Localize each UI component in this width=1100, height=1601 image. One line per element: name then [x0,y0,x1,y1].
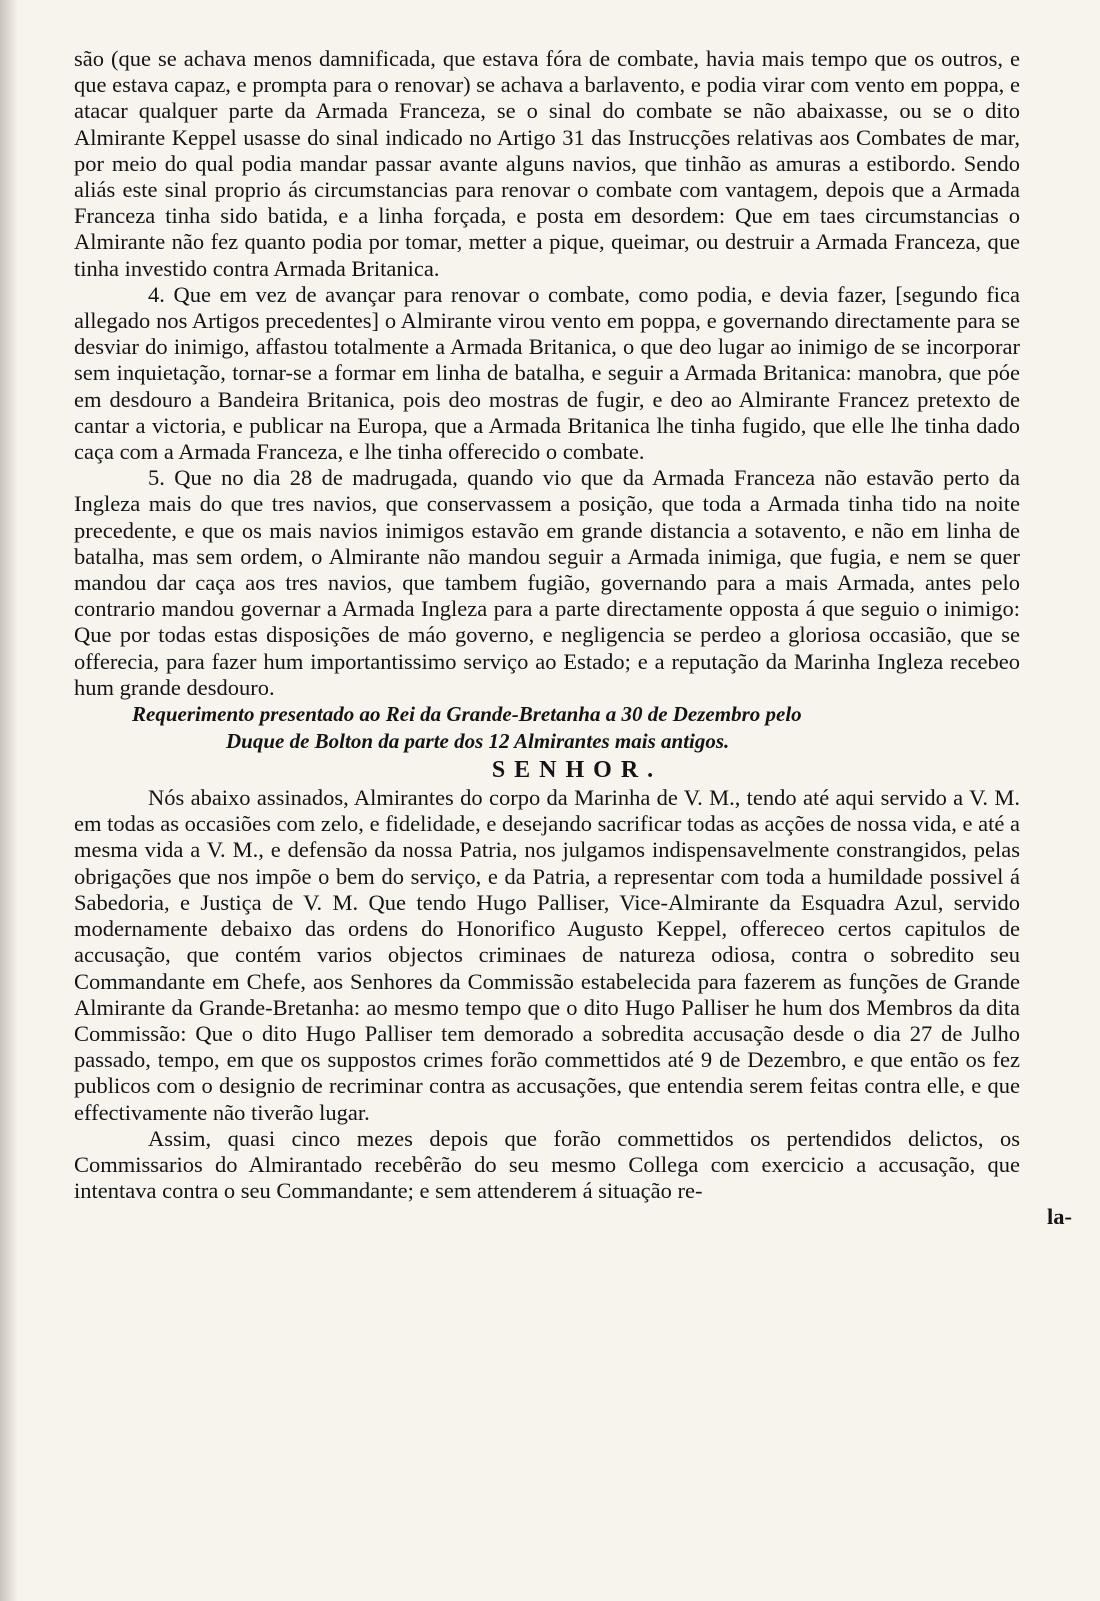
page-edge-shadow [0,0,18,1601]
petition-heading-line-1: Requerimento presentado ao Rei da Grande-Bretanha a 30 de Dezembro pelo [132,702,802,727]
petition-heading-line-2: Duque de Bolton da parte dos 12 Almirantes mais antigos. [226,729,730,754]
petition-paragraph-1: Nós abaixo assinados, Almirantes do corpo da Marinha de V. M., tendo até aqui servido a V. M. em todas as occasiões com zelo, e fidelidade, e desejando sacrificar todas as acções de nossa vida, e até a mesma vida a V. M., e defensão da nossa Patria, nos julgamos indispensavelmente constrangidos, pelas obrigações que nos impõe o bem do serviço, e da Patria, a representar com toda a humildade possivel á Sabedoria, e Justiça de V. M. Que tendo Hugo Palliser, Vice-Almirante da Esquadra Azul, servido modernamente debaixo das ordens do Honorifico Augusto Keppel, offereceo certos capitulos de accusação, que contém varios objectos criminaes de natureza odiosa, contra o sobredito seu Commandante em Chefe, aos Senhores da Commissão estabelecida para fazerem as funções de Grande Almirante da Grande-Bretanha: ao mesmo tempo que o dito Hugo Palliser he hum dos Membros da dita Commissão: Que o dito Hugo Palliser tem demorado a sobredita accusação desde o dia 27 de Julho passado, tempo, em que os suppostos crimes forão commettidos até 9 de Dezembro, e que então os fez publicos com o designio de recriminar contra as accusações, que entendia serem feitas contra elle, e que effectivamente não tiverão lugar. [74,785,1020,1125]
article-3-continuation: são (que se achava menos damnificada, que estava fóra de combate, havia mais tempo que os outros, e que estava capaz, e prompta para o renovar) se achava a barlavento, e podia virar com vento em poppa, e atacar qualquer parte da Armada Franceza, se o sinal do combate se não abaixasse, ou se o dito Almirante Keppel usasse do sinal indicado no Artigo 31 das Instrucções relativas aos Combates de mar, por meio do qual podia mandar passar avante alguns navios, que tinhão as amuras a estibordo. Sendo aliás este sinal proprio ás circumstancias para renovar o combate com vantagem, depois que a Armada Franceza tinha sido batida, e a linha forçada, e posta em desordem: Que em taes circumstancias o Almirante não fez quanto podia por tomar, metter a pique, queimar, ou destruir a Armada Franceza, que tinha investido contra Armada Britanica. [74,46,1020,281]
petition-paragraph-2: Assim, quasi cinco mezes depois que forão commettidos os pertendidos delictos, os Commissarios do Almirantado recebêrão do seu mesmo Collega com exercicio a accusação, que intentava contra o seu Commandante; e sem attenderem á situação re- [74,1125,1020,1204]
article-4: 4. Que em vez de avançar para renovar o combate, como podia, e devia fazer, [segundo fica allegado nos Artigos precedentes] o Almirante virou vento em poppa, e governando directamente para se desviar do inimigo, affastou totalmente a Armada Britanica, o que deo lugar ao inimigo de se incorporar sem inquietação, tornar-se a formar em linha de batalha, e seguir a Armada Britanica: manobra, que póe em desdouro a Bandeira Britanica, pois deo mostras de fugir, e deo ao Almirante Francez pretexto de cantar a victoria, e publicar na Europa, que a Armada Britanica lhe tinha fugido, que elle lhe tinha dado caça com a Armada Franceza, e lhe tinha offerecido o combate. [74,281,1020,465]
article-5: 5. Que no dia 28 de madrugada, quando vio que da Armada Franceza não estavão perto da Ingleza mais do que tres navios, que conservassem a posição, que toda a Armada tinha tido na noite precedente, e que os mais navios inimigos estavão em grande distancia a sotavento, e não em linha de batalha, mas sem ordem, o Almirante não mandou seguir a Armada inimiga, que fugia, e nem se quer mandou dar caça aos tres navios, que tambem fugião, governando para a mais Armada, antes pelo contrario mandou governar a Armada Ingleza para a parte directamente opposta á que seguio o inimigo: Que por todas estas disposições de máo governo, e negligencia se perdeo a gloriosa occasião, que se offerecia, para fazer hum importantissimo serviço ao Estado; e a reputação da Marinha Ingleza recebeo hum grande desdouro. [74,465,1020,700]
salutation: SENHOR. [491,757,663,784]
catchword: la- [1047,1204,1072,1230]
